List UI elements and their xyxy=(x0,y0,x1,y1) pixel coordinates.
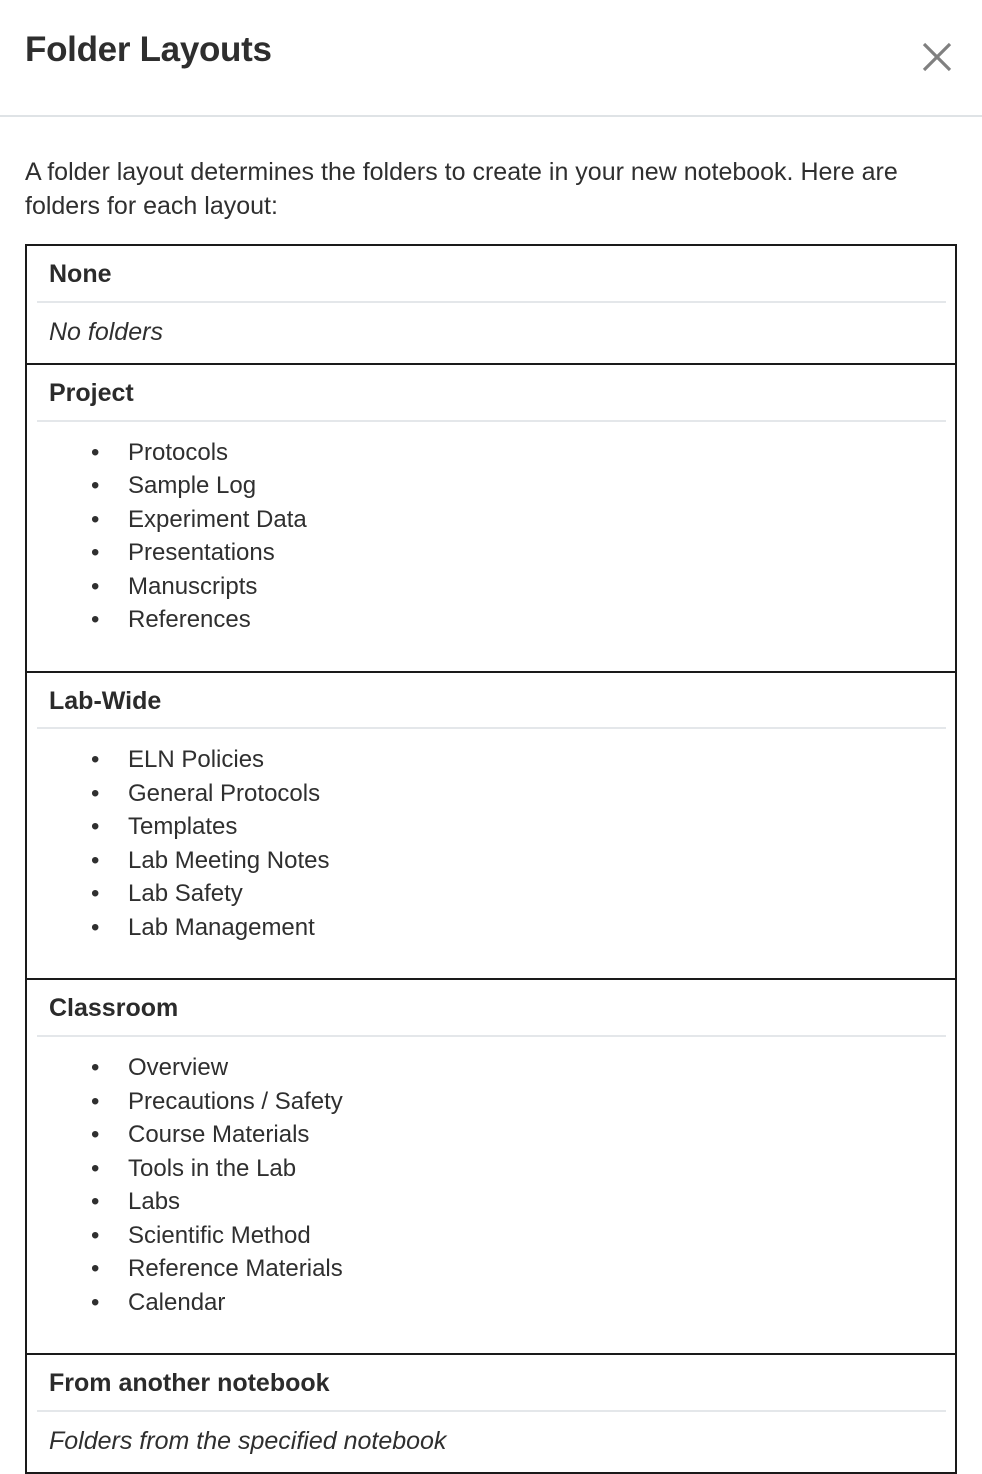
list-item: • Templates xyxy=(27,810,955,844)
layout-empty-note: No folders xyxy=(49,317,163,346)
layout-section xyxy=(27,673,955,981)
list-item: • ELN Policies xyxy=(27,743,955,777)
layout-empty-note: Folders from the specified notebook xyxy=(49,1426,447,1455)
list-item: • Protocols xyxy=(27,436,955,470)
list-item: • Labs xyxy=(27,1185,955,1219)
layout-folders xyxy=(27,729,955,978)
list-item: • General Protocols xyxy=(27,777,955,811)
layout-name: None xyxy=(37,246,946,303)
layout-name: Lab-Wide xyxy=(37,673,946,730)
layout-folders xyxy=(27,422,955,671)
layout-section xyxy=(27,980,955,1355)
list-item: • Sample Log xyxy=(27,469,955,503)
list-item: • Lab Management xyxy=(27,911,955,945)
layout-folders xyxy=(27,303,955,363)
close-button[interactable] xyxy=(912,32,962,82)
list-item: • Experiment Data xyxy=(27,503,955,537)
layout-folders xyxy=(27,1037,955,1353)
list-item: • Overview xyxy=(27,1051,955,1085)
layout-name: Classroom xyxy=(37,980,946,1037)
layout-name: Project xyxy=(37,365,946,422)
list-item: • Lab Safety xyxy=(27,877,955,911)
list-item: • Reference Materials xyxy=(27,1252,955,1286)
list-item: • Lab Meeting Notes xyxy=(27,844,955,878)
folder-list xyxy=(27,729,955,978)
layout-name: From another notebook xyxy=(37,1355,946,1412)
list-item: • Manuscripts xyxy=(27,570,955,604)
list-item: • Course Materials xyxy=(27,1118,955,1152)
list-item: • Precautions / Safety xyxy=(27,1085,955,1119)
list-item: • Scientific Method xyxy=(27,1219,955,1253)
folder-list xyxy=(27,1037,955,1353)
layout-section xyxy=(27,365,955,673)
list-item: • References xyxy=(27,603,955,637)
folder-layouts-table xyxy=(25,244,957,1474)
layout-section xyxy=(27,1355,955,1474)
dialog-header xyxy=(0,0,982,117)
layout-folders xyxy=(27,1412,955,1472)
folder-list xyxy=(27,422,955,671)
intro-text: A folder layout determines the folders to create in your new notebook. Here are folders for each layout: xyxy=(25,158,898,220)
list-item: • Tools in the Lab xyxy=(27,1152,955,1186)
close-icon xyxy=(920,40,954,74)
layout-section xyxy=(27,246,955,365)
list-item: • Calendar xyxy=(27,1286,955,1320)
list-item: • Presentations xyxy=(27,536,955,570)
page-title: Folder Layouts xyxy=(25,30,272,69)
